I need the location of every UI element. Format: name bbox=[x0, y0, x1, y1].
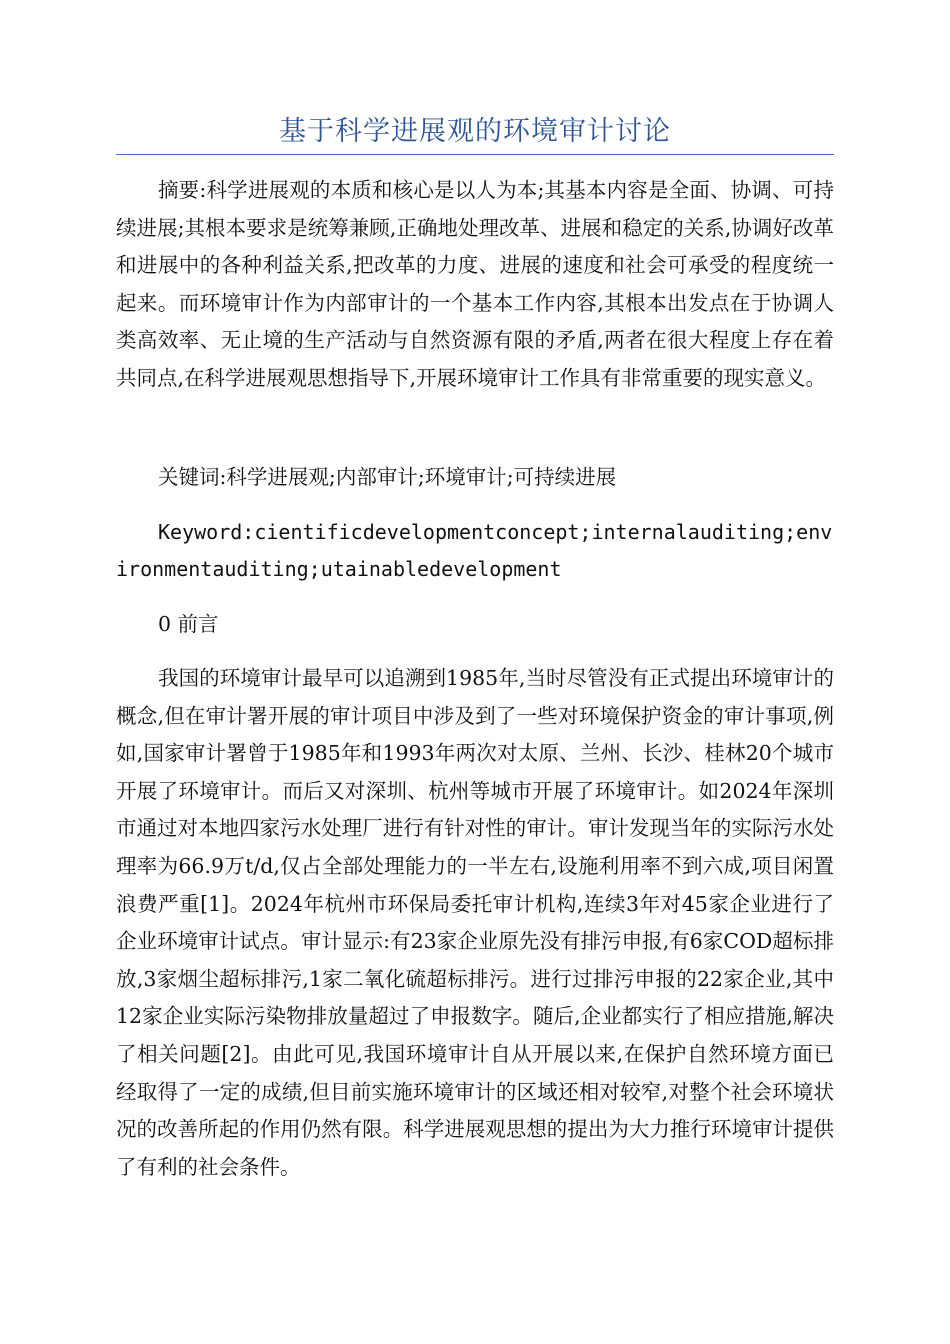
document-title: 基于科学进展观的环境审计讨论 bbox=[279, 116, 671, 147]
body-paragraph: 我国的环境审计最早可以追溯到1985年,当时尽管没有正式提出环境审计的概念,但在审计署开展的审计项目中涉及到了一些对环境保护资金的审计事项,例如,国家审计署曾于1985年和1993年两次对太原、兰州、长沙、桂林20个城市开展了环境审计。而后又对深圳、杭州等城市开展了环境审计。如2024年深圳市通过对本地四家污水处理厂进行有针对性的审计。审计发现当年的实际污水处理率为66.9万t/d,仅占全部处理能力的一半左右,设施利用率不到六成,项目闲置浪费严重[1]。2024年杭州市环保局委托审计机构,连续3年对45家企业进行了企业环境审计试点。审计显示:有23家企业原先没有排污申报,有6家COD超标排放,3家烟尘超标排污,1家二氧化硫超标排污。进行过排污申报的22家企业,其中12家企业实际污染物排放量超过了申报数字。随后,企业都实行了相应措施,解决了相关问题[2]。由此可见,我国环境审计自从开展以来,在保护自然环境方面已经取得了一定的成绩,但目前实施环境审计的区域还相对较窄,对整个社会环境状况的改善所起的作用仍然有限。科学进展观思想的提出为大力推行环境审计提供了有利的社会条件。 bbox=[116, 666, 834, 1179]
english-keywords: Keyword:cientificdevelopmentconcept;internalauditing;environmentauditing;utainabledevelopment bbox=[116, 520, 833, 581]
keywords-line: 关键词:科学进展观;内部审计;环境审计;可持续进展 bbox=[158, 465, 617, 489]
section-heading: 0 前言 bbox=[158, 612, 219, 636]
abstract-paragraph: 摘要:科学进展观的本质和核心是以人为本;其基本内容是全面、协调、可持续进展;其根本要求是统筹兼顾,正确地处理改革、进展和稳定的关系,协调好改革和进展中的各种利益关系,把改革的力度、进展的速度和社会可承受的程度统一起来。而环境审计作为内部审计的一个基本工作内容,其根本出发点在于协调人类高效率、无止境的生产活动与自然资源有限的矛盾,两者在很大程度上存在着共同点,在科学进展观思想指导下,开展环境审计工作具有非常重要的现实意义。 bbox=[116, 178, 834, 390]
title-underline bbox=[116, 154, 834, 155]
